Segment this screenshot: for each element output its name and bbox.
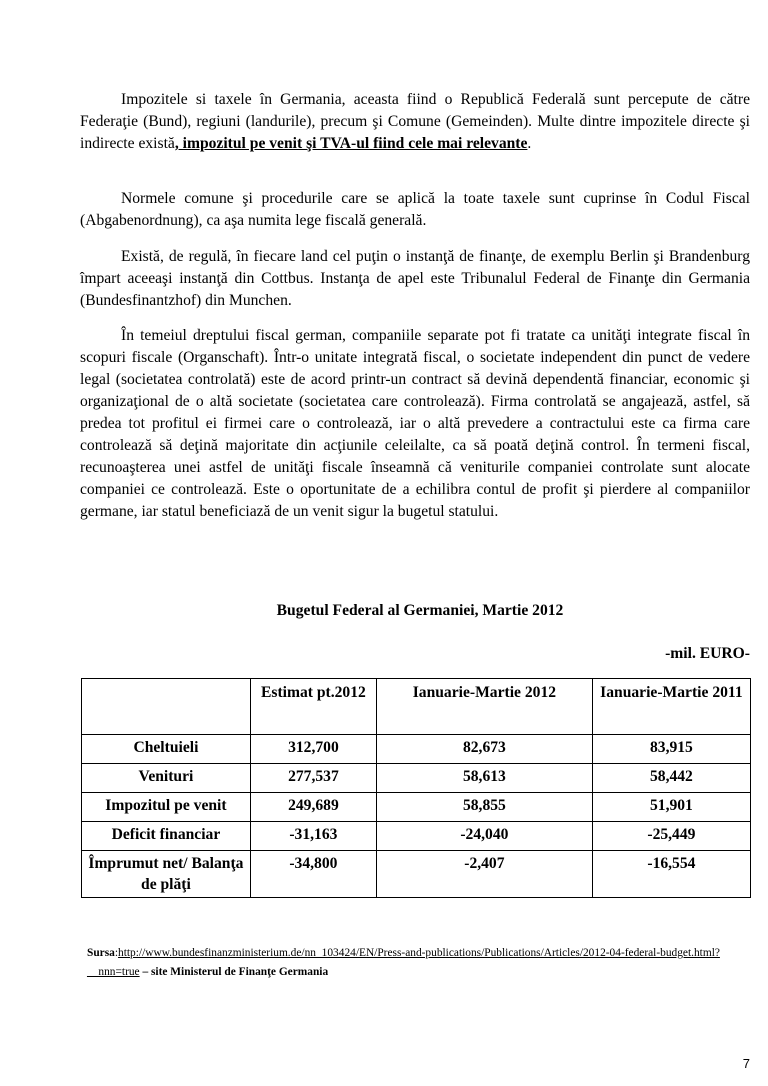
table-cell: 277,537 (250, 764, 376, 793)
row-label: Cheltuieli (82, 735, 251, 764)
row-label: Deficit financiar (82, 822, 251, 851)
header-cell: Ianuarie-Martie 2012 (376, 679, 592, 735)
header-cell (82, 679, 251, 735)
paragraph-finance-courts: Există, de regulă, în fiecare land cel puţin o instanţă de finanţe, de exemplu Berlin şi Brandenburg împart aceeaşi instanţă din Cottbus. Instanţa de apel este Tribunalul Federal de Finanţe din Germania (Bundesfinantzhof) din Munchen. (80, 248, 750, 309)
table-cell: 51,901 (592, 793, 750, 822)
source-link[interactable]: http://www.bundesfinanzministerium.de/nn_103424/EN/Press-and-publications/Publications/Articles/2012-04-federal-budget.html?__nnn=true (87, 947, 720, 978)
table-cell: 58,613 (376, 764, 592, 793)
paragraph-taxes-intro-text: Impozitele si taxele în Germania, aceasta fiind o Republică Federală sunt percepute de către Federaţie (Bund), regiuni (landurile), precum şi Comune (Gemeinden). Multe dintre impozitele directe şi indirecte există (80, 91, 750, 152)
paragraph-taxes-intro (80, 89, 750, 155)
table-cell: 58,442 (592, 764, 750, 793)
source-note (87, 944, 752, 982)
source-label: Sursa (87, 947, 115, 959)
table-cell: -24,040 (376, 822, 592, 851)
table-cell: 82,673 (376, 735, 592, 764)
paragraph-fiscal-code: Normele comune şi procedurile care se aplică la toate taxele sunt cuprinse în Codul Fiscal (Abgabenordnung), ca aşa numita lege fiscală generală. (80, 190, 750, 229)
table-cell: -25,449 (592, 822, 750, 851)
table-cell: -16,554 (592, 851, 750, 898)
table-header-row (82, 679, 751, 735)
table-cell: -2,407 (376, 851, 592, 898)
table-cell: -34,800 (250, 851, 376, 898)
paragraph-end: . (527, 135, 532, 152)
table-cell: 312,700 (250, 735, 376, 764)
table-row (82, 764, 751, 793)
table-row (82, 735, 751, 764)
table-cell: 83,915 (592, 735, 750, 764)
source-separator: : (114, 947, 119, 959)
header-cell: Ianuarie-Martie 2011 (592, 679, 750, 735)
row-label: Impozitul pe venit (82, 793, 251, 822)
source-suffix: – site Ministerul de Finanţe Germania (139, 966, 329, 978)
table-row (82, 851, 751, 898)
table-title: Bugetul Federal al Germaniei, Martie 2012 (276, 602, 564, 619)
table-unit: -mil. EURO- (665, 645, 750, 662)
highlighted-phrase: , impozitul pe venit şi TVA-ul fiind cele mai relevante (174, 135, 528, 152)
table-row (82, 793, 751, 822)
table-cell: 58,855 (376, 793, 592, 822)
paragraph-organschaft: În temeiul dreptului fiscal german, companiile separate pot fi tratate ca unităţi integrate fiscal în scopuri fiscale (Organschaft). Într-o unitate integrată fiscal, o societate independent din punct de vedere legal (societatea controlată) este de acord printr-un contract să devină dependentă financiar, economic şi organizaţional de o altă societate (societatea care controlează). Firma controlată se angajează, astfel, să predea tot profitul ei firmei care o controlează, iar o altă prevedere a contractului este ca firma care controlează să deţină majoritate din acţiunile celeilalte, ca să poată deţină control. În termeni fiscal, recunoaşterea unei astfel de unităţi fiscale înseamnă că veniturile companiei controlate sunt alocate companiei ce controlează. Este o oportunitate de a echilibra contul de profit şi pierdere al companiilor germane, iar statul beneficiază de un venit sigur la bugetul statului. (80, 327, 750, 520)
table-cell: 249,689 (250, 793, 376, 822)
row-label: Venituri (82, 764, 251, 793)
budget-table (81, 678, 751, 898)
table-row (82, 822, 751, 851)
row-label: Împrumut net/ Balanţa de plăţi (82, 851, 251, 898)
page-number: 7 (742, 1056, 750, 1071)
table-cell: -31,163 (250, 822, 376, 851)
header-cell: Estimat pt.2012 (250, 679, 376, 735)
